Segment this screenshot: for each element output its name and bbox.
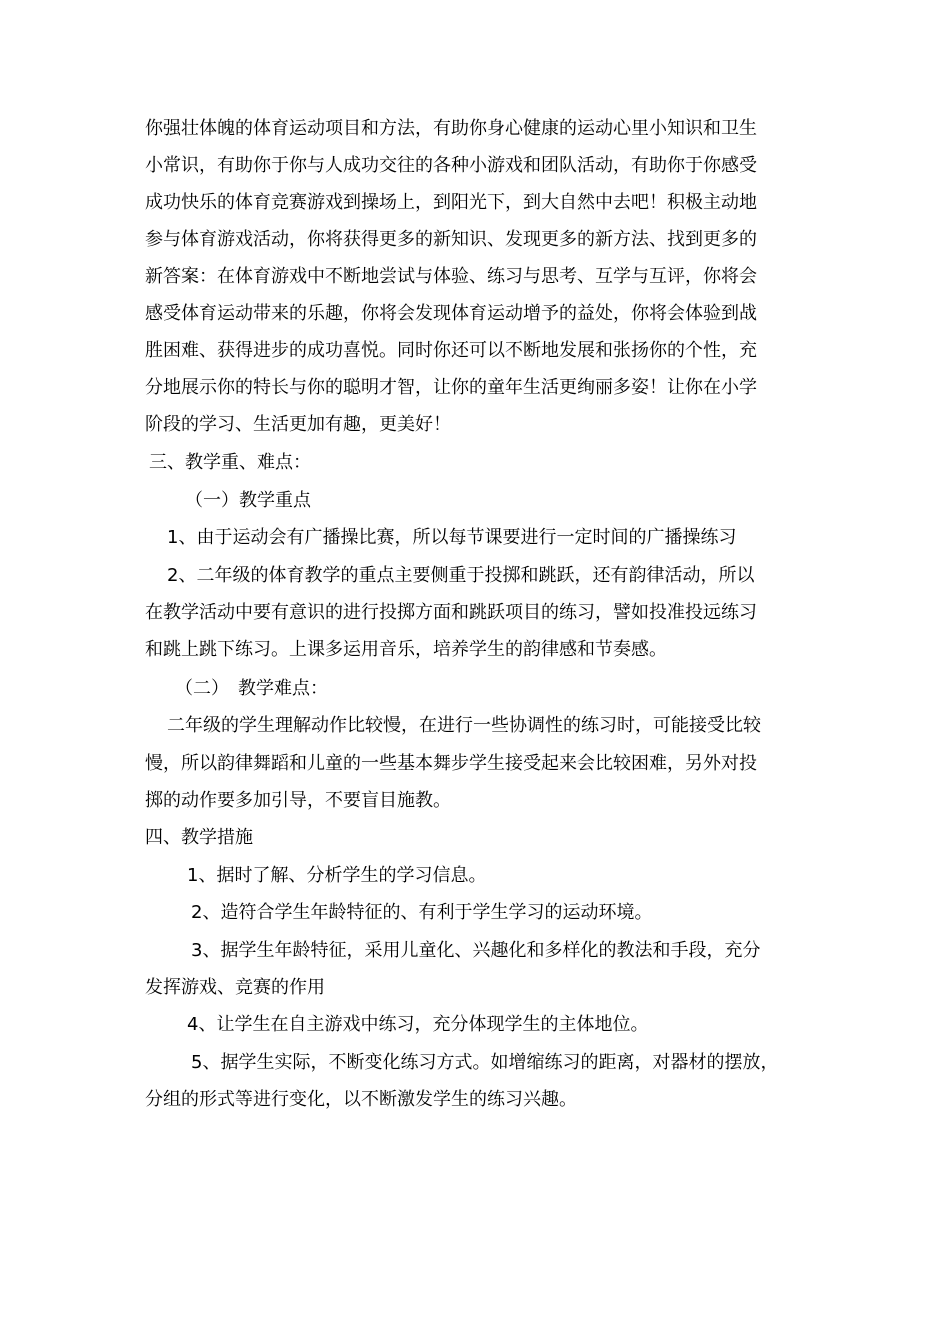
list-item: 3、据学生年龄特征，采用儿童化、兴趣化和多样化的教法和手段，充分 bbox=[191, 940, 761, 961]
list-item-continuation: 和跳上跳下练习。上课多运用音乐，培养学生的韵律感和节奏感。 bbox=[145, 639, 667, 660]
list-item: 4、让学生在自主游戏中练习，充分体现学生的主体地位。 bbox=[187, 1014, 649, 1035]
intro-line: 阶段的学习、生活更加有趣，更美好！ bbox=[145, 414, 451, 435]
list-item: 1、据时了解、分析学生的学习信息。 bbox=[187, 865, 487, 886]
list-item: 2、造符合学生年龄特征的、有利于学生学习的运动环境。 bbox=[191, 902, 653, 923]
list-item: 5、据学生实际，不断变化练习方式。如增缩练习的距离，对器材的摆放， bbox=[191, 1052, 779, 1073]
list-item-continuation: 发挥游戏、竞赛的作用 bbox=[145, 977, 325, 998]
paragraph-line: 掷的动作要多加引导，不要盲目施教。 bbox=[145, 790, 451, 811]
subsection-heading: （二） 教学难点： bbox=[175, 678, 328, 699]
intro-line: 成功快乐的体育竞赛游戏到操场上，到阳光下，到大自然中去吧！积极主动地 bbox=[145, 192, 757, 213]
list-item-continuation: 分组的形式等进行变化，以不断激发学生的练习兴趣。 bbox=[145, 1089, 577, 1110]
intro-line: 你强壮体魄的体育运动项目和方法，有助你身心健康的运动心里小知识和卫生 bbox=[145, 118, 757, 139]
intro-line: 小常识，有助你于你与人成功交往的各种小游戏和团队活动，有助你于你感受 bbox=[145, 155, 757, 176]
list-item: 2、二年级的体育教学的重点主要侧重于投掷和跳跃，还有韵律活动，所以 bbox=[167, 565, 755, 586]
intro-line: 胜困难、获得进步的成功喜悦。同时你还可以不断地发展和张扬你的个性，充 bbox=[145, 340, 757, 361]
intro-line: 参与体育游戏活动，你将获得更多的新知识、发现更多的新方法、找到更多的 bbox=[145, 229, 757, 250]
subsection-heading: （一）教学重点 bbox=[185, 490, 311, 511]
paragraph-line: 二年级的学生理解动作比较慢，在进行一些协调性的练习时，可能接受比较 bbox=[167, 715, 761, 736]
intro-line: 新答案：在体育游戏中不断地尝试与体验、练习与思考、互学与互评，你将会 bbox=[145, 266, 757, 287]
section-heading: 四、教学措施 bbox=[145, 827, 253, 848]
section-heading: 三、教学重、难点： bbox=[149, 452, 311, 473]
intro-line: 感受体育运动带来的乐趣，你将会发现体育运动增予的益处，你将会体验到战 bbox=[145, 303, 757, 324]
paragraph-line: 慢，所以韵律舞蹈和儿童的一些基本舞步学生接受起来会比较困难，另外对投 bbox=[145, 753, 757, 774]
intro-line: 分地展示你的特长与你的聪明才智，让你的童年生活更绚丽多姿！让你在小学 bbox=[145, 377, 757, 398]
list-item-continuation: 在教学活动中要有意识的进行投掷方面和跳跃项目的练习，譬如投准投远练习 bbox=[145, 602, 757, 623]
list-item: 1、由于运动会有广播操比赛，所以每节课要进行一定时间的广播操练习 bbox=[167, 527, 737, 548]
